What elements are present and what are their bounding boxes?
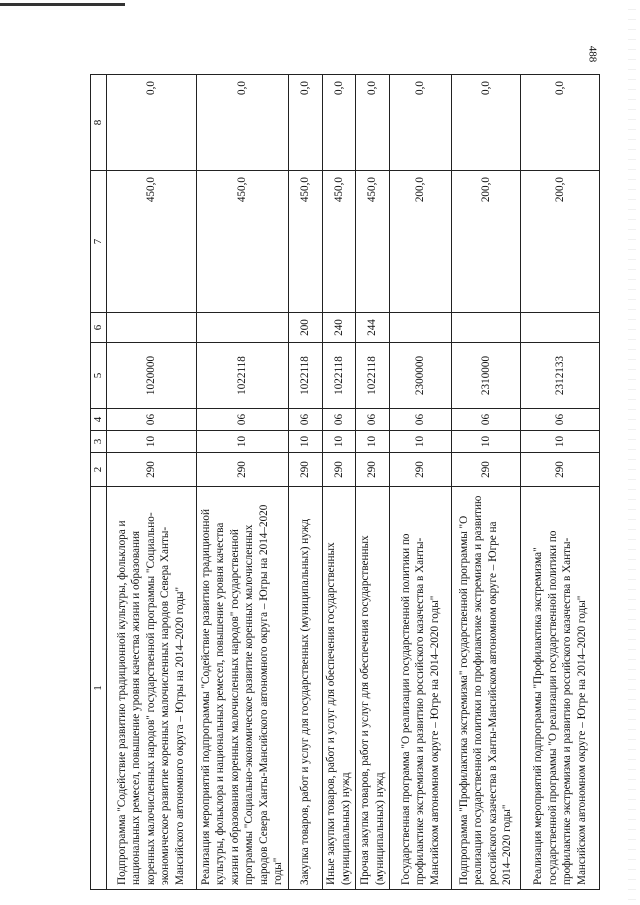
- col-5-value: 2300000: [390, 343, 451, 409]
- header-cell: 4: [91, 409, 107, 431]
- row-name: Государственная программа "О реализации государственной политики по профилактике экстремизма и развитию российского казачества в Ханты-Мансийском автономном округе – Югре на 2014–2020 годы": [390, 487, 451, 890]
- col-4-value: 06: [451, 409, 521, 431]
- col-5-value: 1022118: [322, 343, 356, 409]
- header-cell: 3: [91, 431, 107, 453]
- col-3-value: 10: [196, 431, 288, 453]
- col-7-value: 200,0: [390, 171, 451, 313]
- col-3-value: 10: [390, 431, 451, 453]
- col-6-value: [196, 313, 288, 343]
- col-6-value: [451, 313, 521, 343]
- row-name: Прочая закупка товаров, работ и услуг для обеспечения государственных (муниципальных) нужд: [356, 487, 390, 890]
- col-6-value: 200: [288, 313, 322, 343]
- col-7-value: 450,0: [288, 171, 322, 313]
- col-4-value: 06: [356, 409, 390, 431]
- col-3-value: 10: [106, 431, 196, 453]
- scan-edge: [628, 0, 636, 905]
- col-6-value: [390, 313, 451, 343]
- header-cell: 7: [91, 171, 107, 313]
- col-8-value: 0,0: [451, 75, 521, 171]
- table-row: [521, 75, 600, 890]
- header-cell: 1: [91, 487, 107, 890]
- col-8-value: 0,0: [322, 75, 356, 171]
- col-2-value: 290: [390, 453, 451, 487]
- table-row: [196, 75, 288, 890]
- col-7-value: 200,0: [521, 171, 600, 313]
- col-4-value: 06: [390, 409, 451, 431]
- col-7-value: 450,0: [356, 171, 390, 313]
- col-5-value: 1022118: [196, 343, 288, 409]
- header-row: [91, 75, 107, 890]
- col-2-value: 290: [521, 453, 600, 487]
- table-row: [356, 75, 390, 890]
- col-8-value: 0,0: [521, 75, 600, 171]
- col-5-value: 2310000: [451, 343, 521, 409]
- col-4-value: 06: [288, 409, 322, 431]
- rotated-table-container: [90, 75, 600, 890]
- col-6-value: 244: [356, 313, 390, 343]
- header-cell: 5: [91, 343, 107, 409]
- row-name: Реализация мероприятий подпрограммы "Содействие развитию традиционной культуры, фольклора и национальных ремесел, повышение уровня качества жизни и образования коренных малочисленных народов" государственной программы "Социально-экономическое развитие коренных малочисленных народов Севера Ханты-Мансийского автономного округа – Югры на 2014–2020 годы": [196, 487, 288, 890]
- table-row: [390, 75, 451, 890]
- row-name: Закупка товаров, работ и услуг для государственных (муниципальных) нужд: [288, 487, 322, 890]
- page-number: 488: [586, 45, 599, 63]
- col-2-value: 290: [451, 453, 521, 487]
- col-7-value: 450,0: [322, 171, 356, 313]
- col-8-value: 0,0: [196, 75, 288, 171]
- col-2-value: 290: [322, 453, 356, 487]
- col-8-value: 0,0: [390, 75, 451, 171]
- col-7-value: 450,0: [196, 171, 288, 313]
- table-row: [322, 75, 356, 890]
- col-6-value: [106, 313, 196, 343]
- col-6-value: [521, 313, 600, 343]
- col-5-value: 2312133: [521, 343, 600, 409]
- col-3-value: 10: [288, 431, 322, 453]
- col-7-value: 200,0: [451, 171, 521, 313]
- header-cell: 8: [91, 75, 107, 171]
- col-2-value: 290: [106, 453, 196, 487]
- col-5-value: 1022118: [288, 343, 322, 409]
- table-row: [288, 75, 322, 890]
- row-name: Иные закупки товаров, работ и услуг для обеспечения государственных (муниципальных) нужд: [322, 487, 356, 890]
- row-name: Реализация мероприятий подпрограммы "Профилактика экстремизма" государственной программы "О реализации государственной политики по профилактике экстремизма и развитию российского казачества в Ханты-Мансийском автономном округе – Югре на 2014–2020 годы": [521, 487, 600, 890]
- col-2-value: 290: [356, 453, 390, 487]
- budget-table: [90, 74, 600, 890]
- col-3-value: 10: [322, 431, 356, 453]
- rotated-table-frame: [90, 75, 600, 890]
- col-8-value: 0,0: [356, 75, 390, 171]
- col-2-value: 290: [288, 453, 322, 487]
- header-cell: 2: [91, 453, 107, 487]
- col-4-value: 06: [196, 409, 288, 431]
- col-2-value: 290: [196, 453, 288, 487]
- col-3-value: 10: [521, 431, 600, 453]
- col-3-value: 10: [451, 431, 521, 453]
- col-8-value: 0,0: [106, 75, 196, 171]
- col-5-value: 1020000: [106, 343, 196, 409]
- col-4-value: 06: [521, 409, 600, 431]
- col-7-value: 450,0: [106, 171, 196, 313]
- col-4-value: 06: [322, 409, 356, 431]
- top-rule: [0, 3, 125, 6]
- row-name: Подпрограмма "Профилактика экстремизма" государственной программы "О реализации государственной политики по профилактике экстремизма и развитию российского казачества в Ханты-Мансийском автономном округе – Югре на 2014–2020 годы": [451, 487, 521, 890]
- table-row: [451, 75, 521, 890]
- col-3-value: 10: [356, 431, 390, 453]
- col-8-value: 0,0: [288, 75, 322, 171]
- table-row: [106, 75, 196, 890]
- col-4-value: 06: [106, 409, 196, 431]
- header-cell: 6: [91, 313, 107, 343]
- col-6-value: 240: [322, 313, 356, 343]
- col-5-value: 1022118: [356, 343, 390, 409]
- row-name: Подпрограмма "Содействие развитию традиционной культуры, фольклора и национальных ремесел, повышение уровня качества жизни и образования коренных малочисленных народов" государственной программы "Социально-экономическое развитие коренных малочисленных народов Севера Ханты-Мансийского автономного округа – Югры на 2014–2020 годы": [106, 487, 196, 890]
